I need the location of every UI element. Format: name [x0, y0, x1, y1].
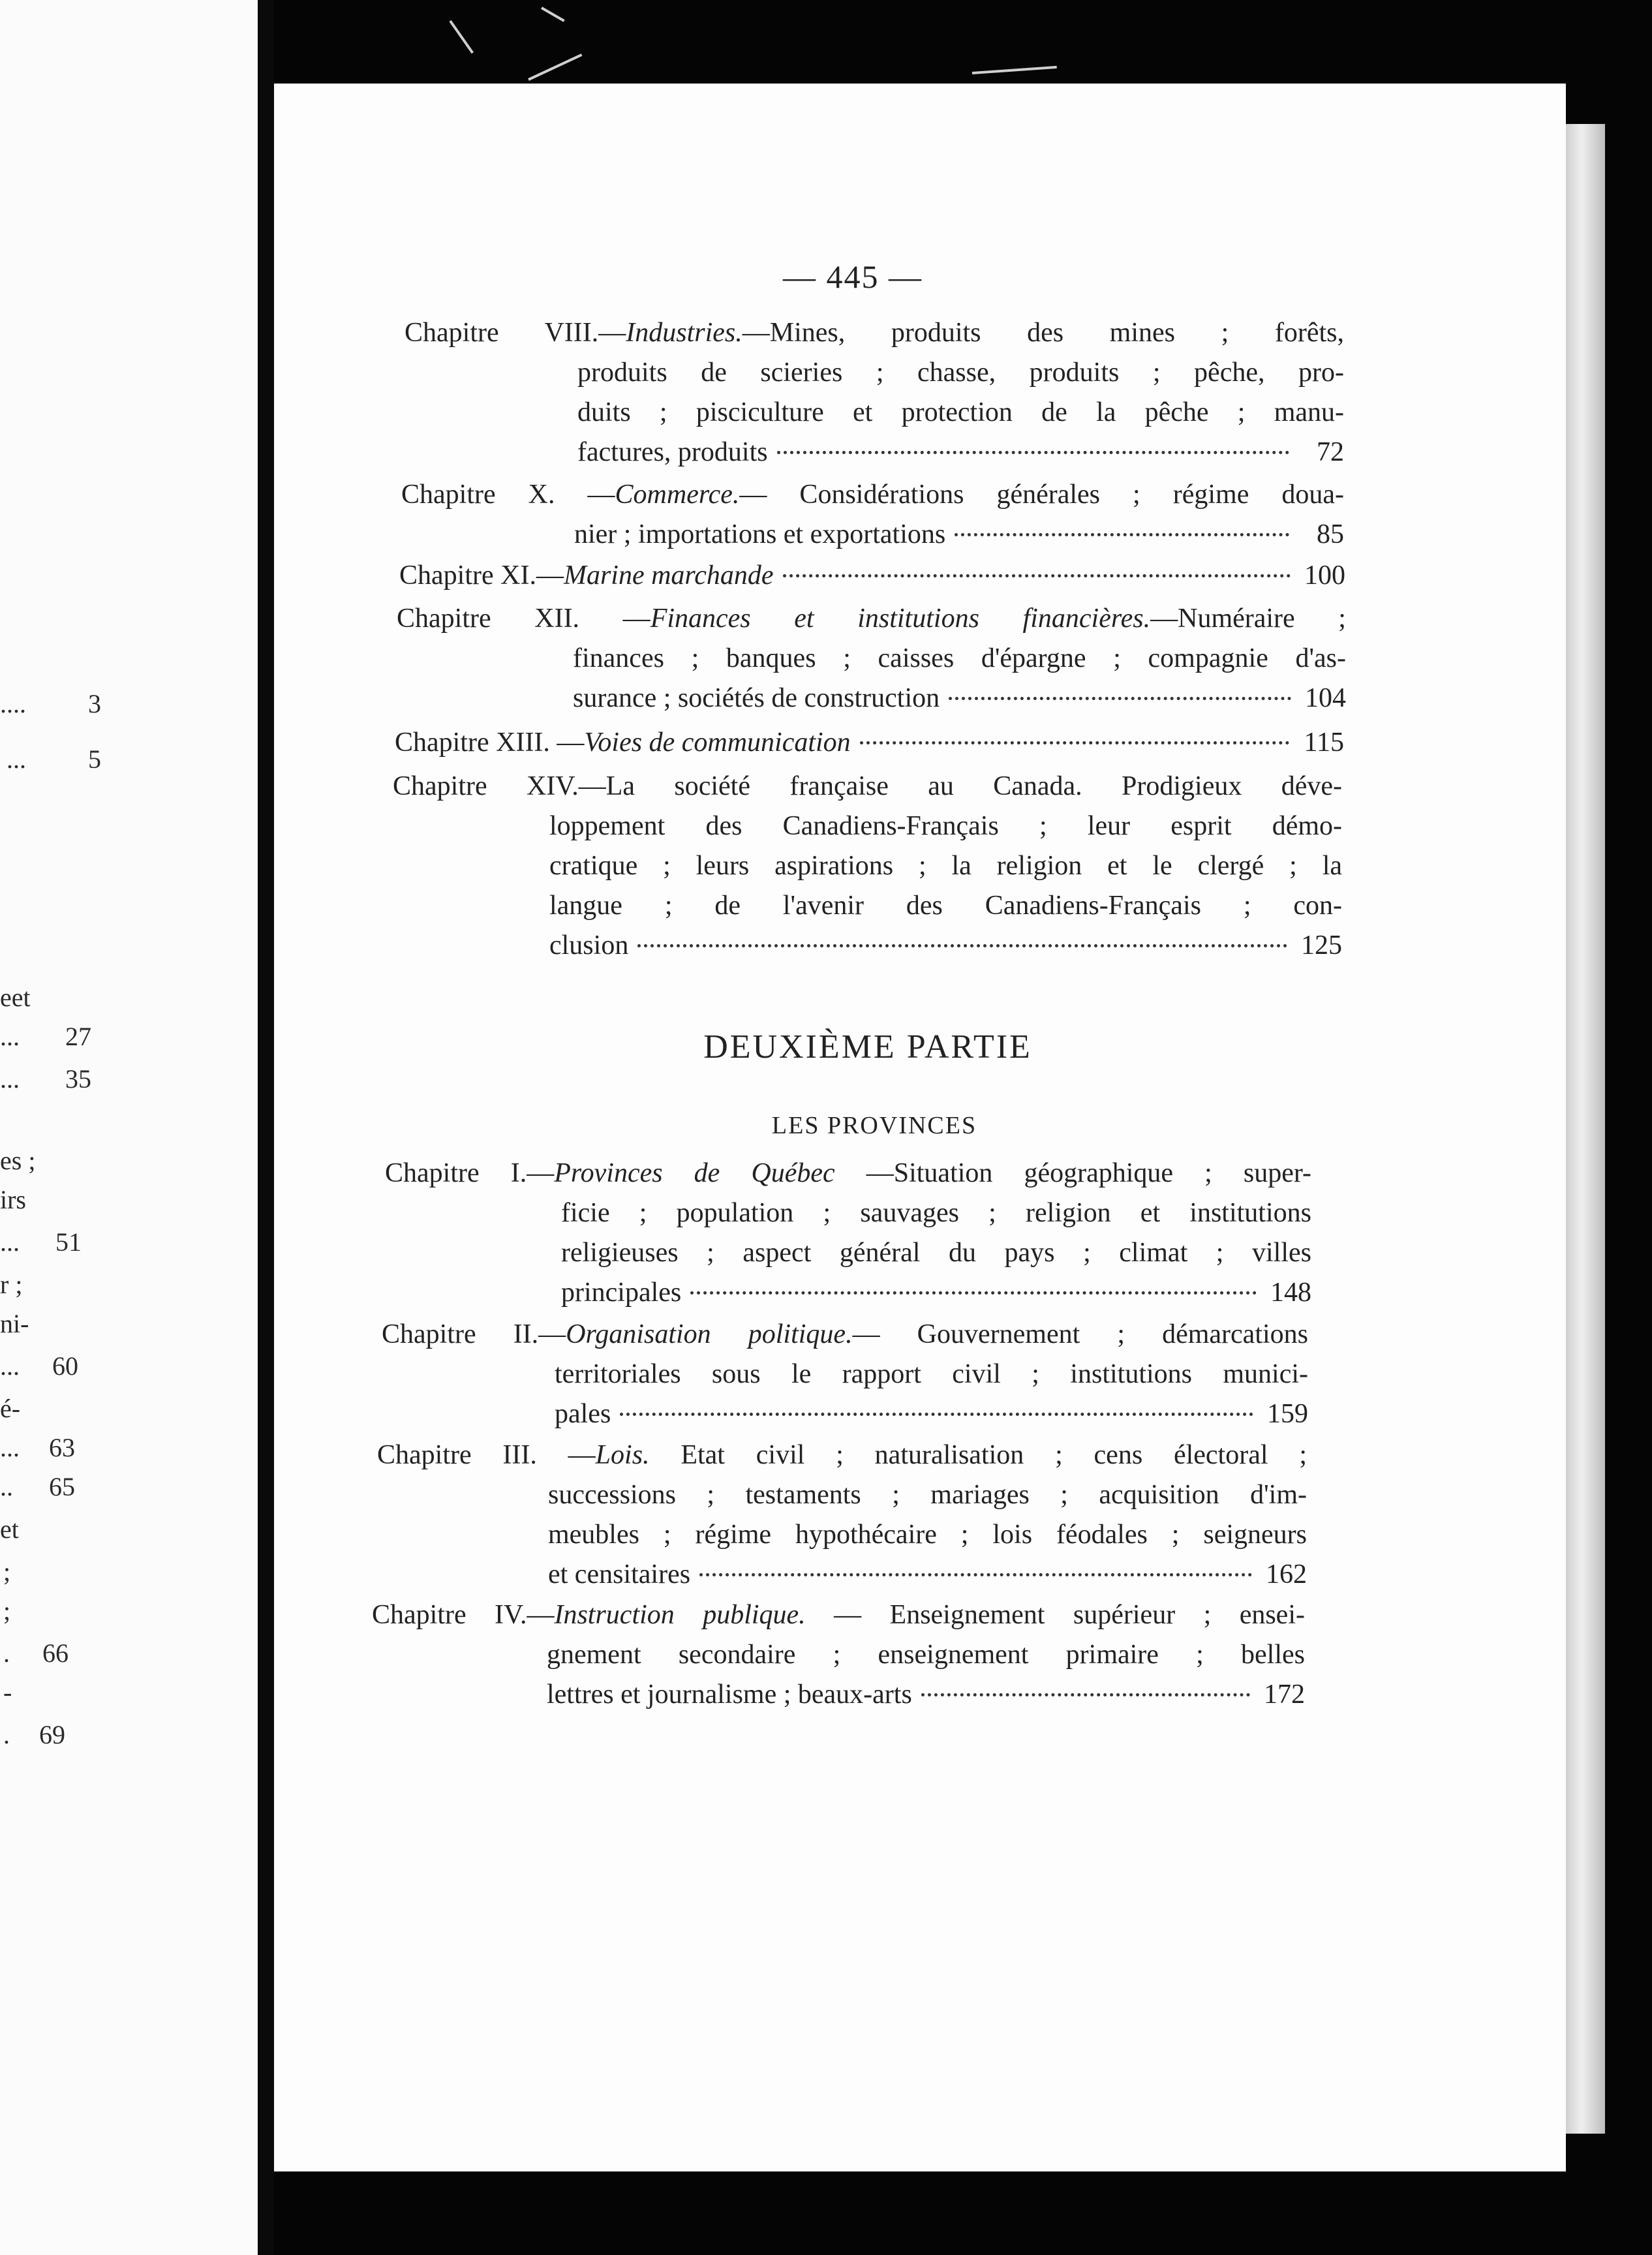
left-fragment: 65 [49, 1472, 75, 1501]
left-fragment: 66 [42, 1638, 69, 1668]
left-facing-page [0, 0, 258, 2255]
left-fragment: ... [0, 1433, 20, 1462]
left-fragment: 35 [65, 1064, 91, 1094]
toc-line: produits de scieries ; chasse, produits ; pêche, pro- [577, 358, 1344, 388]
chapter-label: Chapitre I.— [385, 1158, 555, 1188]
chapter-label: Chapitre XIV.— [393, 771, 606, 801]
toc-line-last [401, 515, 1344, 555]
left-fragment: ... [0, 1022, 20, 1051]
page-ref: 72 [1317, 437, 1344, 467]
toc-line: loppement des Canadiens-Français ; leur esprit démo- [549, 811, 1342, 841]
film-scratch [541, 7, 565, 22]
toc-line: ficie ; population ; sauvages ; religion et institutions [561, 1198, 1311, 1228]
dot-leader [699, 1573, 1252, 1576]
left-fragment: é- [0, 1394, 21, 1423]
chapter-label: Chapitre II.— [382, 1319, 566, 1349]
chapter-label: Chapitre IV.— [372, 1600, 555, 1630]
page-number: — 445 — [783, 258, 923, 295]
chapter-label: Chapitre XII. — [397, 604, 650, 634]
left-fragment: 27 [65, 1022, 91, 1051]
page-edge [1566, 124, 1605, 2134]
toc-line: finances ; banques ; caisses d'épargne ; compagnie d'as- [573, 643, 1346, 673]
left-fragment: ni- [0, 1309, 29, 1338]
toc-line: territoriales sous le rapport civil ; institutions munici- [555, 1359, 1308, 1389]
left-fragment: . [3, 1638, 10, 1668]
toc-line [393, 767, 1342, 806]
left-fragment: ; [3, 1557, 11, 1586]
part-heading: DEUXIÈME PARTIE [703, 1028, 1032, 1066]
dot-leader [955, 533, 1289, 536]
toc-line-text: clusion [549, 930, 629, 960]
toc-line-text: —Situation géographique ; super- [834, 1158, 1312, 1188]
toc-line: langue ; de l'avenir des Canadiens-Français ; con- [549, 891, 1342, 921]
page-ref: 159 [1267, 1399, 1308, 1429]
toc-line-text: pales [555, 1399, 611, 1429]
left-fragment: irs [0, 1185, 26, 1214]
book-gutter [258, 0, 274, 2255]
dot-leader [690, 1291, 1257, 1295]
toc-line-last [382, 1394, 1308, 1434]
chapter-label: Chapitre X. — [401, 480, 615, 510]
chapter-label: Chapitre XI.— [399, 560, 564, 591]
dot-leader [860, 741, 1289, 744]
toc-entry [377, 1435, 1307, 1595]
left-fragment: 5 [88, 744, 101, 774]
left-fragment: ... [0, 1064, 20, 1094]
left-fragment: eet [0, 983, 31, 1012]
toc-line-text: lettres et journalisme ; beaux-arts [547, 1680, 912, 1710]
film-scratch [972, 66, 1057, 74]
chapter-label: Chapitre III. — [377, 1440, 596, 1470]
toc-line: cratique ; leurs aspirations ; la religion et le clergé ; la [549, 851, 1342, 881]
chapter-label: Chapitre XIII. — [395, 728, 585, 758]
toc-line-text: et censitaires [548, 1559, 691, 1589]
toc-line-text: La société française au Canada. Prodigieux déve- [605, 771, 1342, 801]
page-ref: 100 [1304, 560, 1345, 591]
toc-line-last [395, 723, 1344, 763]
film-scratch [528, 54, 582, 81]
page-ref: 85 [1317, 519, 1344, 549]
toc-line-last [397, 679, 1346, 718]
toc-line-text: — Enseignement supérieur ; ensei- [805, 1600, 1305, 1630]
toc-line-last [377, 1555, 1307, 1595]
toc-entry [401, 475, 1344, 555]
toc-line-text: — Gouvernement ; démarcations [852, 1319, 1309, 1349]
toc-line-text: Etat civil ; naturalisation ; cens électoral ; [649, 1440, 1307, 1470]
toc-entry [385, 1154, 1311, 1313]
left-fragment: 60 [52, 1351, 78, 1381]
left-fragment: et [0, 1514, 19, 1544]
chapter-title: Provinces de Québec [554, 1158, 835, 1188]
left-fragment: 63 [49, 1433, 75, 1462]
chapter-title: Commerce. [615, 480, 740, 510]
page-ref: 115 [1304, 728, 1344, 758]
left-fragment: 51 [55, 1227, 82, 1257]
toc-line: duits ; pisciculture et protection de la pêche ; manu- [577, 397, 1344, 427]
page-ref: 104 [1305, 683, 1346, 713]
toc-entry [372, 1595, 1305, 1715]
toc-line-text: surance ; sociétés de construction [573, 683, 940, 713]
page-ref: 125 [1301, 930, 1342, 960]
toc-entry [393, 767, 1342, 966]
toc-line-last [405, 433, 1344, 472]
toc-line-text: —Mines, produits des mines ; forêts, [742, 318, 1344, 348]
dot-leader [620, 1413, 1253, 1416]
page-ref: 162 [1266, 1559, 1307, 1589]
chapter-label: Chapitre VIII.— [405, 318, 626, 348]
left-fragment: ; [3, 1596, 11, 1625]
toc-line [377, 1435, 1307, 1475]
left-fragment: es ; [0, 1146, 36, 1175]
toc-entry [405, 313, 1344, 472]
left-fragment: ... [0, 1227, 20, 1257]
toc-line [405, 313, 1344, 353]
chapter-title: Organisation politique. [566, 1319, 853, 1349]
toc-line [385, 1154, 1311, 1193]
dot-leader [783, 574, 1291, 577]
film-scratch [449, 20, 474, 54]
dot-leader [949, 697, 1291, 700]
toc-line [397, 599, 1346, 639]
chapter-title: Instruction publique. [554, 1600, 806, 1630]
chapter-title: Lois. [595, 1440, 650, 1470]
toc-line [401, 475, 1344, 515]
toc-line [372, 1595, 1305, 1635]
left-fragment: ... [0, 1351, 20, 1381]
dot-leader [921, 1693, 1250, 1696]
toc-entry [395, 723, 1344, 763]
toc-line-text: —Numéraire ; [1150, 604, 1346, 634]
toc-line: gnement secondaire ; enseignement primaire ; belles [547, 1640, 1305, 1670]
left-fragment: 3 [88, 689, 101, 718]
toc-line: religieuses ; aspect général du pays ; climat ; villes [561, 1238, 1311, 1268]
toc-line-last [385, 1273, 1311, 1313]
toc-entry [397, 599, 1346, 718]
toc-line-text: factures, produits [577, 437, 768, 467]
left-fragment: ... [7, 744, 26, 774]
chapter-title: Finances et institutions financières. [650, 604, 1151, 634]
toc-line: successions ; testaments ; mariages ; acquisition d'im- [548, 1480, 1307, 1510]
chapter-title: Industries. [626, 318, 742, 348]
dot-leader [637, 944, 1287, 947]
toc-line-last [393, 926, 1342, 966]
left-fragment: 69 [39, 1720, 65, 1749]
toc-line-text: nier ; importations et exportations [574, 519, 946, 549]
chapter-title: Marine marchande [563, 560, 774, 591]
dot-leader [777, 451, 1289, 454]
left-fragment: . [3, 1720, 10, 1749]
left-fragment: - [3, 1678, 12, 1707]
chapter-title: Voies de communication [584, 728, 851, 758]
toc-entry [399, 556, 1345, 596]
toc-line-text: — Considérations générales ; régime doua- [739, 480, 1345, 510]
left-fragment: r ; [0, 1270, 23, 1299]
toc-line: meubles ; régime hypothécaire ; lois féodales ; seigneurs [548, 1520, 1307, 1550]
toc-entry [382, 1315, 1308, 1434]
page-ref: 148 [1270, 1278, 1311, 1308]
page-ref: 172 [1264, 1680, 1305, 1710]
toc-line [382, 1315, 1308, 1355]
left-fragment: .. [0, 1472, 13, 1501]
toc-line-last [372, 1675, 1305, 1715]
part-subheading: LES PROVINCES [771, 1112, 977, 1139]
left-fragment: .... [0, 689, 26, 718]
toc-line-text: principales [561, 1278, 682, 1308]
toc-line-last [399, 556, 1345, 596]
